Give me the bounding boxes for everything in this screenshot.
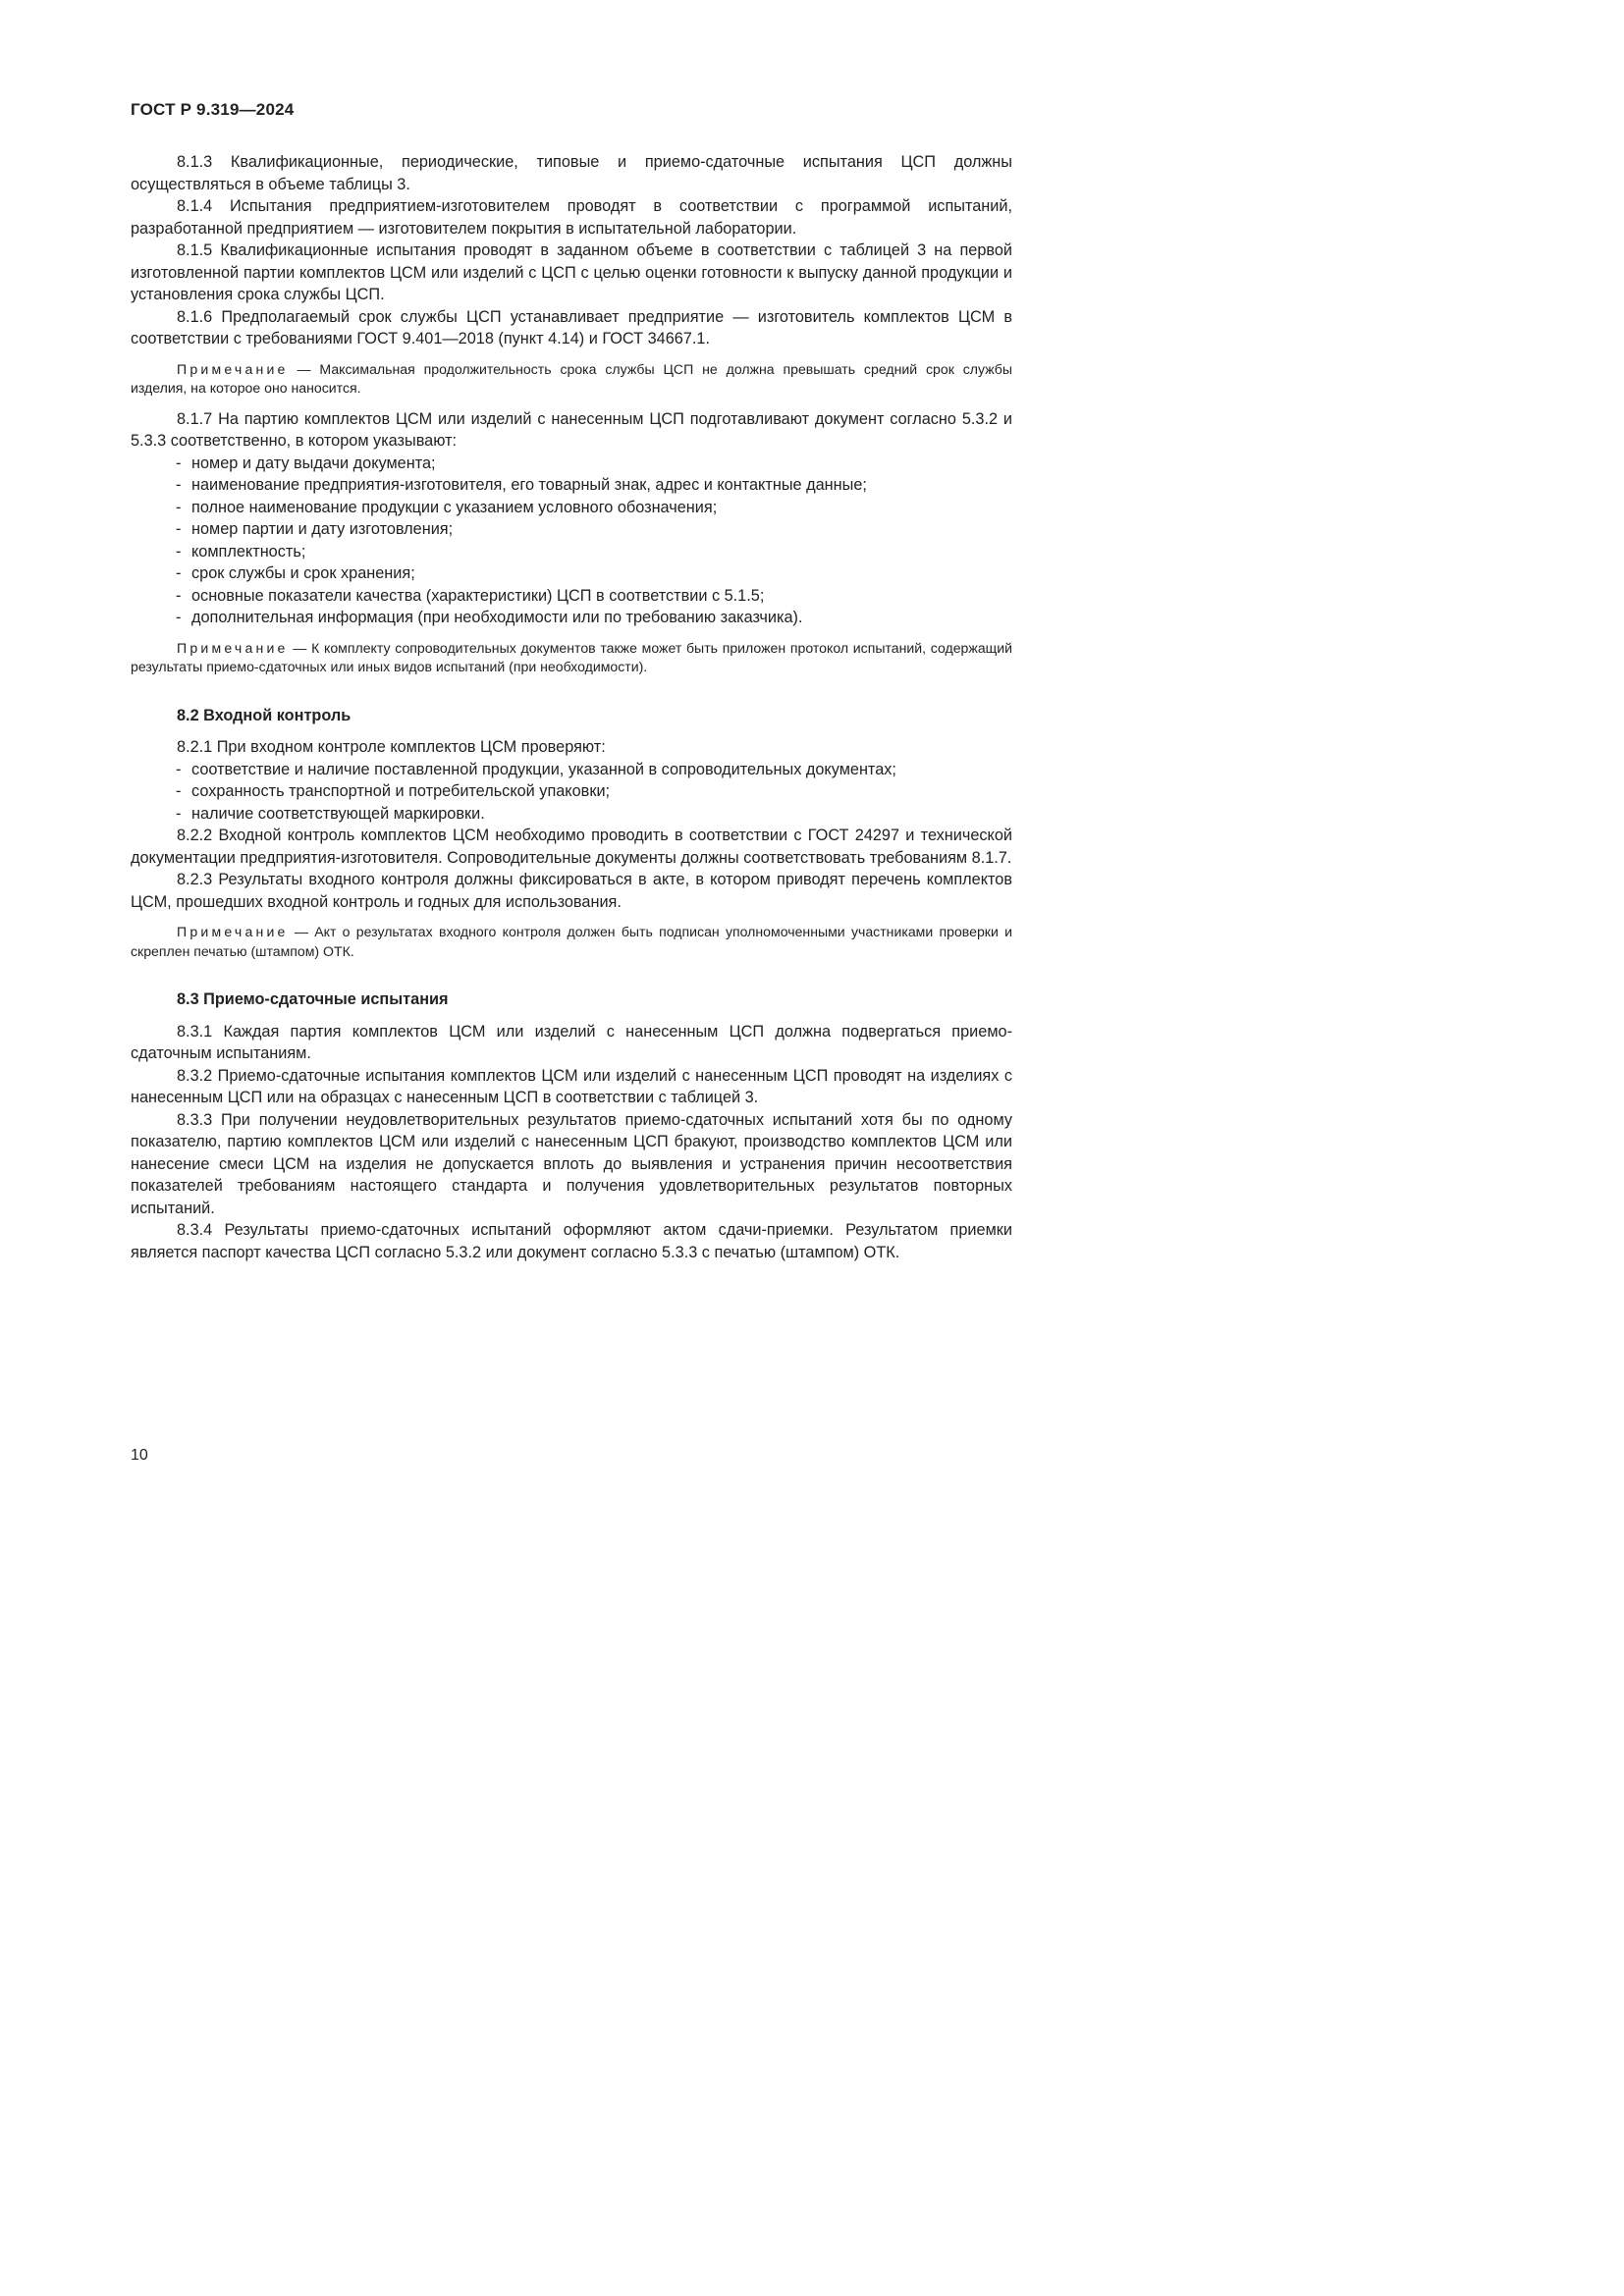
list-8-1-7 [131,453,1012,629]
list-item: - основные показатели качества (характеристики) ЦСП в соответствии с 5.1.5; [176,585,1012,608]
document-code-header: ГОСТ Р 9.319—2024 [131,100,295,119]
note-label: Примечание [177,360,289,377]
note-8-2-3 [131,923,1012,961]
list-item: - номер партии и дату изготовления; [176,518,1012,541]
list-item: - наименование предприятия-изготовителя, его товарный знак, адрес и контактные данные; [176,474,1012,497]
note-text: — К комплекту сопроводительных документов также может быть приложен протокол испытаний, содержащий результаты приемо-сдаточных или иных видов испытаний (при необходимости). [131,639,1012,674]
list-item: - срок службы и срок хранения; [176,562,1012,585]
list-8-2-1 [131,759,1012,826]
note-label: Примечание [177,639,289,656]
note-8-1-6 [131,360,1012,399]
paragraph-8-2-2: 8.2.2 Входной контроль комплектов ЦСМ необходимо проводить в соответствии с ГОСТ 24297 и технической документации предприятия-изготовителя. Сопроводительные документы должны соответствовать требованиям 8.1.7. [131,827,1012,867]
paragraph-8-1-4: 8.1.4 Испытания предприятием-изготовителем проводят в соответствии с программой испытаний, разработанной предприятием — изготовителем покрытия в испытательной лаборатории. [131,197,1012,238]
list-item: - дополнительная информация (при необходимости или по требованию заказчика). [176,607,1012,629]
section-heading-8-3: 8.3 Приемо-сдаточные испытания [177,990,449,1008]
paragraph-8-2-1: 8.2.1 При входном контроле комплектов ЦСМ проверяют: [177,738,606,756]
paragraph-8-1-3: 8.1.3 Квалификационные, периодические, типовые и приемо-сдаточные испытания ЦСП должны осуществляться в объеме таблицы 3. [131,153,1012,193]
list-item: - наличие соответствующей маркировки. [176,803,1012,826]
paragraph-8-3-1: 8.3.1 Каждая партия комплектов ЦСМ или изделий с нанесенным ЦСП должна подвергаться приемо-сдаточным испытаниям. [131,1022,1012,1062]
paragraph-8-3-3: 8.3.3 При получении неудовлетворительных результатов приемо-сдаточных испытаний хотя бы по одному показателю, партию комплектов ЦСМ или изделий с нанесенным ЦСП бракуют, производство комплектов ЦСМ или нанесение смеси ЦСМ на изделия не допускается вплоть до выявления и устранения причин несоответствия показателей требованиям настоящего стандарта и получения удовлетворительных результатов повторных испытаний. [131,1110,1012,1217]
list-item: - полное наименование продукции с указанием условного обозначения; [176,497,1012,519]
document-body [131,151,1012,1263]
note-text: — Максимальная продолжительность срока службы ЦСП не должна превышать средний срок службы изделия, на которое оно наносится. [131,360,1012,396]
paragraph-8-1-6: 8.1.6 Предполагаемый срок службы ЦСП устанавливает предприятие — изготовитель комплектов ЦСМ в соответствии с требованиями ГОСТ 9.401—2018 (пункт 4.14) и ГОСТ 34667.1. [131,307,1012,347]
paragraph-8-3-4: 8.3.4 Результаты приемо-сдаточных испытаний оформляют актом сдачи-приемки. Результатом приемки является паспорт качества ЦСП согласно 5.3.2 или документ согласно 5.3.3 с печатью (штампом) ОТК. [131,1221,1012,1261]
note-8-1-7 [131,639,1012,677]
list-item: - комплектность; [176,541,1012,563]
section-heading-8-2: 8.2 Входной контроль [177,706,352,724]
list-item: - номер и дату выдачи документа; [176,453,1012,475]
page-number: 10 [131,1447,148,1464]
paragraph-8-2-3: 8.2.3 Результаты входного контроля должны фиксироваться в акте, в котором приводят перечень комплектов ЦСМ, прошедших входной контроль и годных для использования. [131,871,1012,911]
paragraph-8-3-2: 8.3.2 Приемо-сдаточные испытания комплектов ЦСМ или изделий с нанесенным ЦСП проводят на изделиях с нанесенным ЦСП или на образцах с нанесенным ЦСП в соответствии с таблицей 3. [131,1066,1012,1106]
list-item: - сохранность транспортной и потребительской упаковки; [176,780,1012,803]
paragraph-8-1-5: 8.1.5 Квалификационные испытания проводят в заданном объеме в соответствии с таблицей 3 на первой изготовленной партии комплектов ЦСМ или изделий с ЦСП с целью оценки готовности к выпуску данной продукции и установления срока службы ЦСП. [131,241,1012,303]
note-label: Примечание [177,924,289,939]
note-text: — Акт о результатах входного контроля должен быть подписан уполномоченными участниками проверки и скреплен печатью (штампом) ОТК. [131,924,1012,959]
list-item: - соответствие и наличие поставленной продукции, указанной в сопроводительных документах; [176,759,1012,781]
paragraph-8-1-7: 8.1.7 На партию комплектов ЦСМ или изделий с нанесенным ЦСП подготавливают документ согласно 5.3.2 и 5.3.3 соответственно, в котором указывают: [131,409,1012,450]
